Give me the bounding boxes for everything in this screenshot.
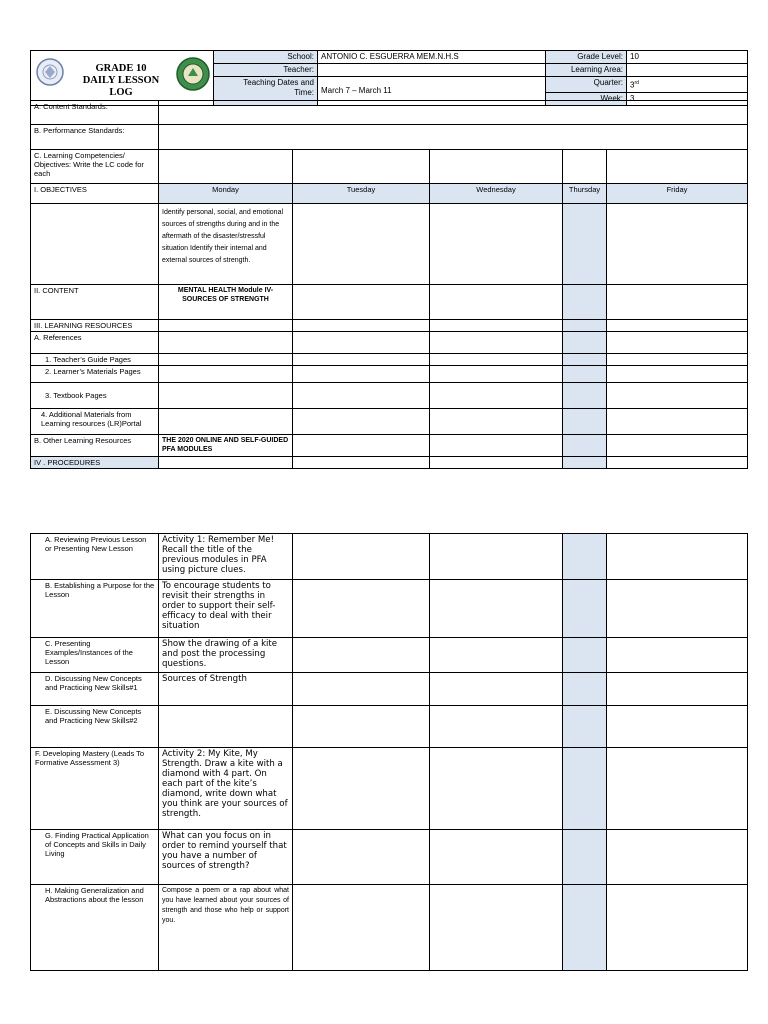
procedure-label: F. Developing Mastery (Leads To Formative Assessment 3) xyxy=(31,748,159,830)
teacher-value xyxy=(318,64,546,77)
procedure-row xyxy=(31,580,748,638)
procedure-value: Sources of Strength xyxy=(159,673,293,706)
grade-level-label: Grade Level: xyxy=(546,51,627,64)
day-monday: Monday xyxy=(159,184,293,204)
teachers-guide-label: 1. Teacher’s Guide Pages xyxy=(31,354,159,366)
procedure-row xyxy=(31,830,748,885)
day-friday: Friday xyxy=(607,184,748,204)
procedure-row xyxy=(31,673,748,706)
other-resources-label: B. Other Learning Resources xyxy=(31,435,159,457)
procedure-label: A. Reviewing Previous Lesson or Presenting New Lesson xyxy=(31,534,159,580)
learners-materials-label: 2. Learner’s Materials Pages xyxy=(31,366,159,383)
procedure-label: B. Establishing a Purpose for the Lesson xyxy=(31,580,159,638)
content-value: MENTAL HEALTH Module IV- SOURCES OF STRENGTH xyxy=(159,285,293,320)
quarter-number: 3 xyxy=(630,80,635,90)
dates-value: March 7 – March 11 xyxy=(318,77,546,106)
references-label: A. References xyxy=(31,332,159,354)
dates-label-line1: Teaching Dates and xyxy=(243,78,314,87)
content-standards-label: A. Content Standards: xyxy=(31,101,159,125)
other-resources-value: THE 2020 ONLINE AND SELF-GUIDED PFA MODULES xyxy=(159,435,293,457)
textbook-label: 3. Textbook Pages xyxy=(31,383,159,409)
additional-materials-label: 4. Additional Materials from Learning resources (LR)Portal xyxy=(31,409,159,435)
procedure-label: G. Finding Practical Application of Concepts and Skills in Daily Living xyxy=(31,830,159,885)
procedures-label: IV . PROCEDURES xyxy=(31,457,159,469)
grade-title: GRADE 10 xyxy=(95,63,147,75)
learning-area-value xyxy=(627,64,748,77)
dates-label-line2: Time: xyxy=(294,88,314,97)
procedure-value: What can you focus on in order to remind yourself that you have a number of sources of strength? xyxy=(159,830,293,885)
day-wednesday: Wednesday xyxy=(430,184,563,204)
objectives-text: Identify personal, social, and emotional sources of strengths during and in the aftermath of the disaster/stressful situation Identify their internal and external sources of strength. xyxy=(159,204,293,285)
resources-label: III. LEARNING RESOURCES xyxy=(31,320,159,332)
day-thursday: Thursday xyxy=(563,184,607,204)
grade-level-value: 10 xyxy=(627,51,748,64)
deped-seal-icon xyxy=(35,57,65,87)
day-tuesday: Tuesday xyxy=(293,184,430,204)
school-value: ANTONIO C. ESGUERRA MEM.N.H.S xyxy=(318,51,546,64)
content-label: II. CONTENT xyxy=(31,285,159,320)
learning-area-label: Learning Area: xyxy=(546,64,627,77)
procedure-row xyxy=(31,534,748,580)
performance-standards-label: B. Performance Standards: xyxy=(31,125,159,150)
procedure-label: D. Discussing New Concepts and Practicing New Skills#1 xyxy=(31,673,159,706)
procedure-row xyxy=(31,706,748,748)
objectives-label: I. OBJECTIVES xyxy=(31,184,159,204)
procedure-row xyxy=(31,885,748,971)
objectives-table xyxy=(30,100,748,469)
week-label: Week: xyxy=(546,92,627,105)
procedure-row xyxy=(31,748,748,830)
week-value: 3 xyxy=(627,92,748,105)
log-title: DAILY LESSON LOG xyxy=(82,75,160,99)
procedure-value: Show the drawing of a kite and post the processing questions. xyxy=(159,638,293,673)
header-table xyxy=(30,50,748,106)
procedure-value: Activity 1: Remember Me! Recall the title of the previous modules in PFA using picture clues. xyxy=(159,534,293,580)
school-label: School: xyxy=(214,51,318,64)
quarter-suffix: rd xyxy=(634,80,639,86)
procedures-table xyxy=(30,533,748,971)
procedure-label: H. Making Generalization and Abstractions about the lesson xyxy=(31,885,159,971)
procedure-value: Compose a poem or a rap about what you have learned about your sources of strength and those who help or support you. xyxy=(159,885,293,971)
procedure-value: To encourage students to revisit their strengths in order to support their self- efficacy to deal with their situation xyxy=(159,580,293,638)
quarter-label: Quarter: xyxy=(546,77,627,93)
procedure-value: Activity 2: My Kite, My Strength. Draw a kite with a diamond with 4 part. On each part of the kite’s diamond, write down what you think are your sources of strength. xyxy=(159,748,293,830)
procedure-label: E. Discussing New Concepts and Practicing New Skills#2 xyxy=(31,706,159,748)
procedure-label: C. Presenting Examples/Instances of the Lesson xyxy=(31,638,159,673)
competencies-label: C. Learning Competencies/ Objectives: Write the LC code for each xyxy=(31,150,159,184)
procedure-value xyxy=(159,706,293,748)
procedure-row xyxy=(31,638,748,673)
teacher-label: Teacher: xyxy=(214,64,318,77)
quarter-value xyxy=(627,77,748,93)
school-seal-icon xyxy=(175,56,211,92)
title-cell xyxy=(31,51,214,106)
